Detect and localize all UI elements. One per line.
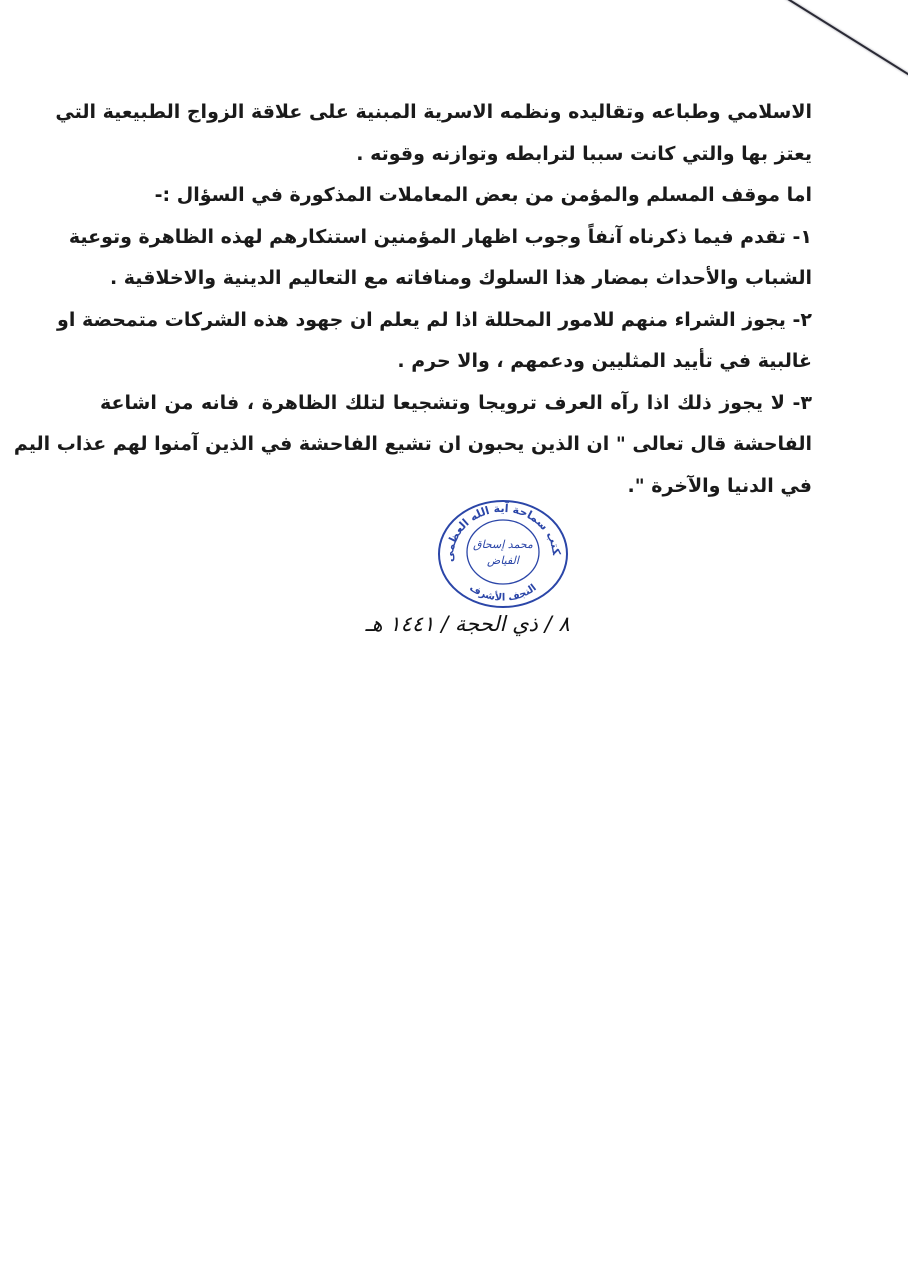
question-heading	[100, 175, 812, 217]
text-line: اما موقف المسلم والمؤمن من بعض المعاملات المذكورة في السؤال :-	[154, 184, 812, 206]
seal-ring-bottom-text: النجف الأشرف	[467, 582, 539, 604]
scan-edge-line	[774, 0, 908, 82]
text-line: الشباب والأحداث بمضار هذا السلوك ومنافاته مع التعاليم الدينية والاخلاقية .	[109, 267, 812, 289]
seal-name-line-2: الفياض	[487, 554, 519, 567]
text-line: الفاحشة قال تعالى " ان الذين يحبون ان تشيع الفاحشة في الذين آمنوا لهم عذاب اليم	[13, 433, 812, 455]
text-line: يعتز بها والتي كانت سببا لترابطه وتوازنه وقوته .	[356, 142, 812, 165]
seal-inner-ring	[467, 520, 539, 584]
official-seal	[436, 498, 570, 610]
document-body	[13, 92, 812, 507]
signature-date: ٨ / ذي الحجة / ١٤٤١ هـ	[365, 612, 570, 636]
text-line: الاسلامي وطباعه وتقاليده ونظمه الاسرية المبنية على علاقة الزواج الطبيعية التي	[55, 101, 812, 123]
seal-name-line-1: محمد إسحاق	[473, 538, 533, 551]
seal-icon	[436, 498, 570, 610]
intro-paragraph	[55, 92, 812, 175]
point-3	[13, 383, 812, 508]
point-1	[68, 217, 812, 300]
text-line: ٢- يجوز الشراء منهم للامور المحللة اذا لم يعلم ان جهود هذه الشركات متمحضة او	[57, 308, 812, 331]
text-line: في الدنيا والآخرة ".	[627, 474, 812, 497]
point-2	[57, 300, 812, 383]
seal-ring-top-text: كتب سماحة آية الله العظمى	[442, 502, 563, 563]
text-line: ١- تقدم فيما ذكرناه آنفاً وجوب اظهار المؤمنين استنكارهم لهذه الظاهرة وتوعية	[68, 225, 812, 248]
text-line: ٣- لا يجوز ذلك اذا رآه العرف ترويجا وتشجيعا لتلك الظاهرة ، فانه من اشاعة	[100, 391, 812, 414]
text-line: غالبية في تأييد المثليين ودعمهم ، والا حرم .	[397, 350, 812, 372]
